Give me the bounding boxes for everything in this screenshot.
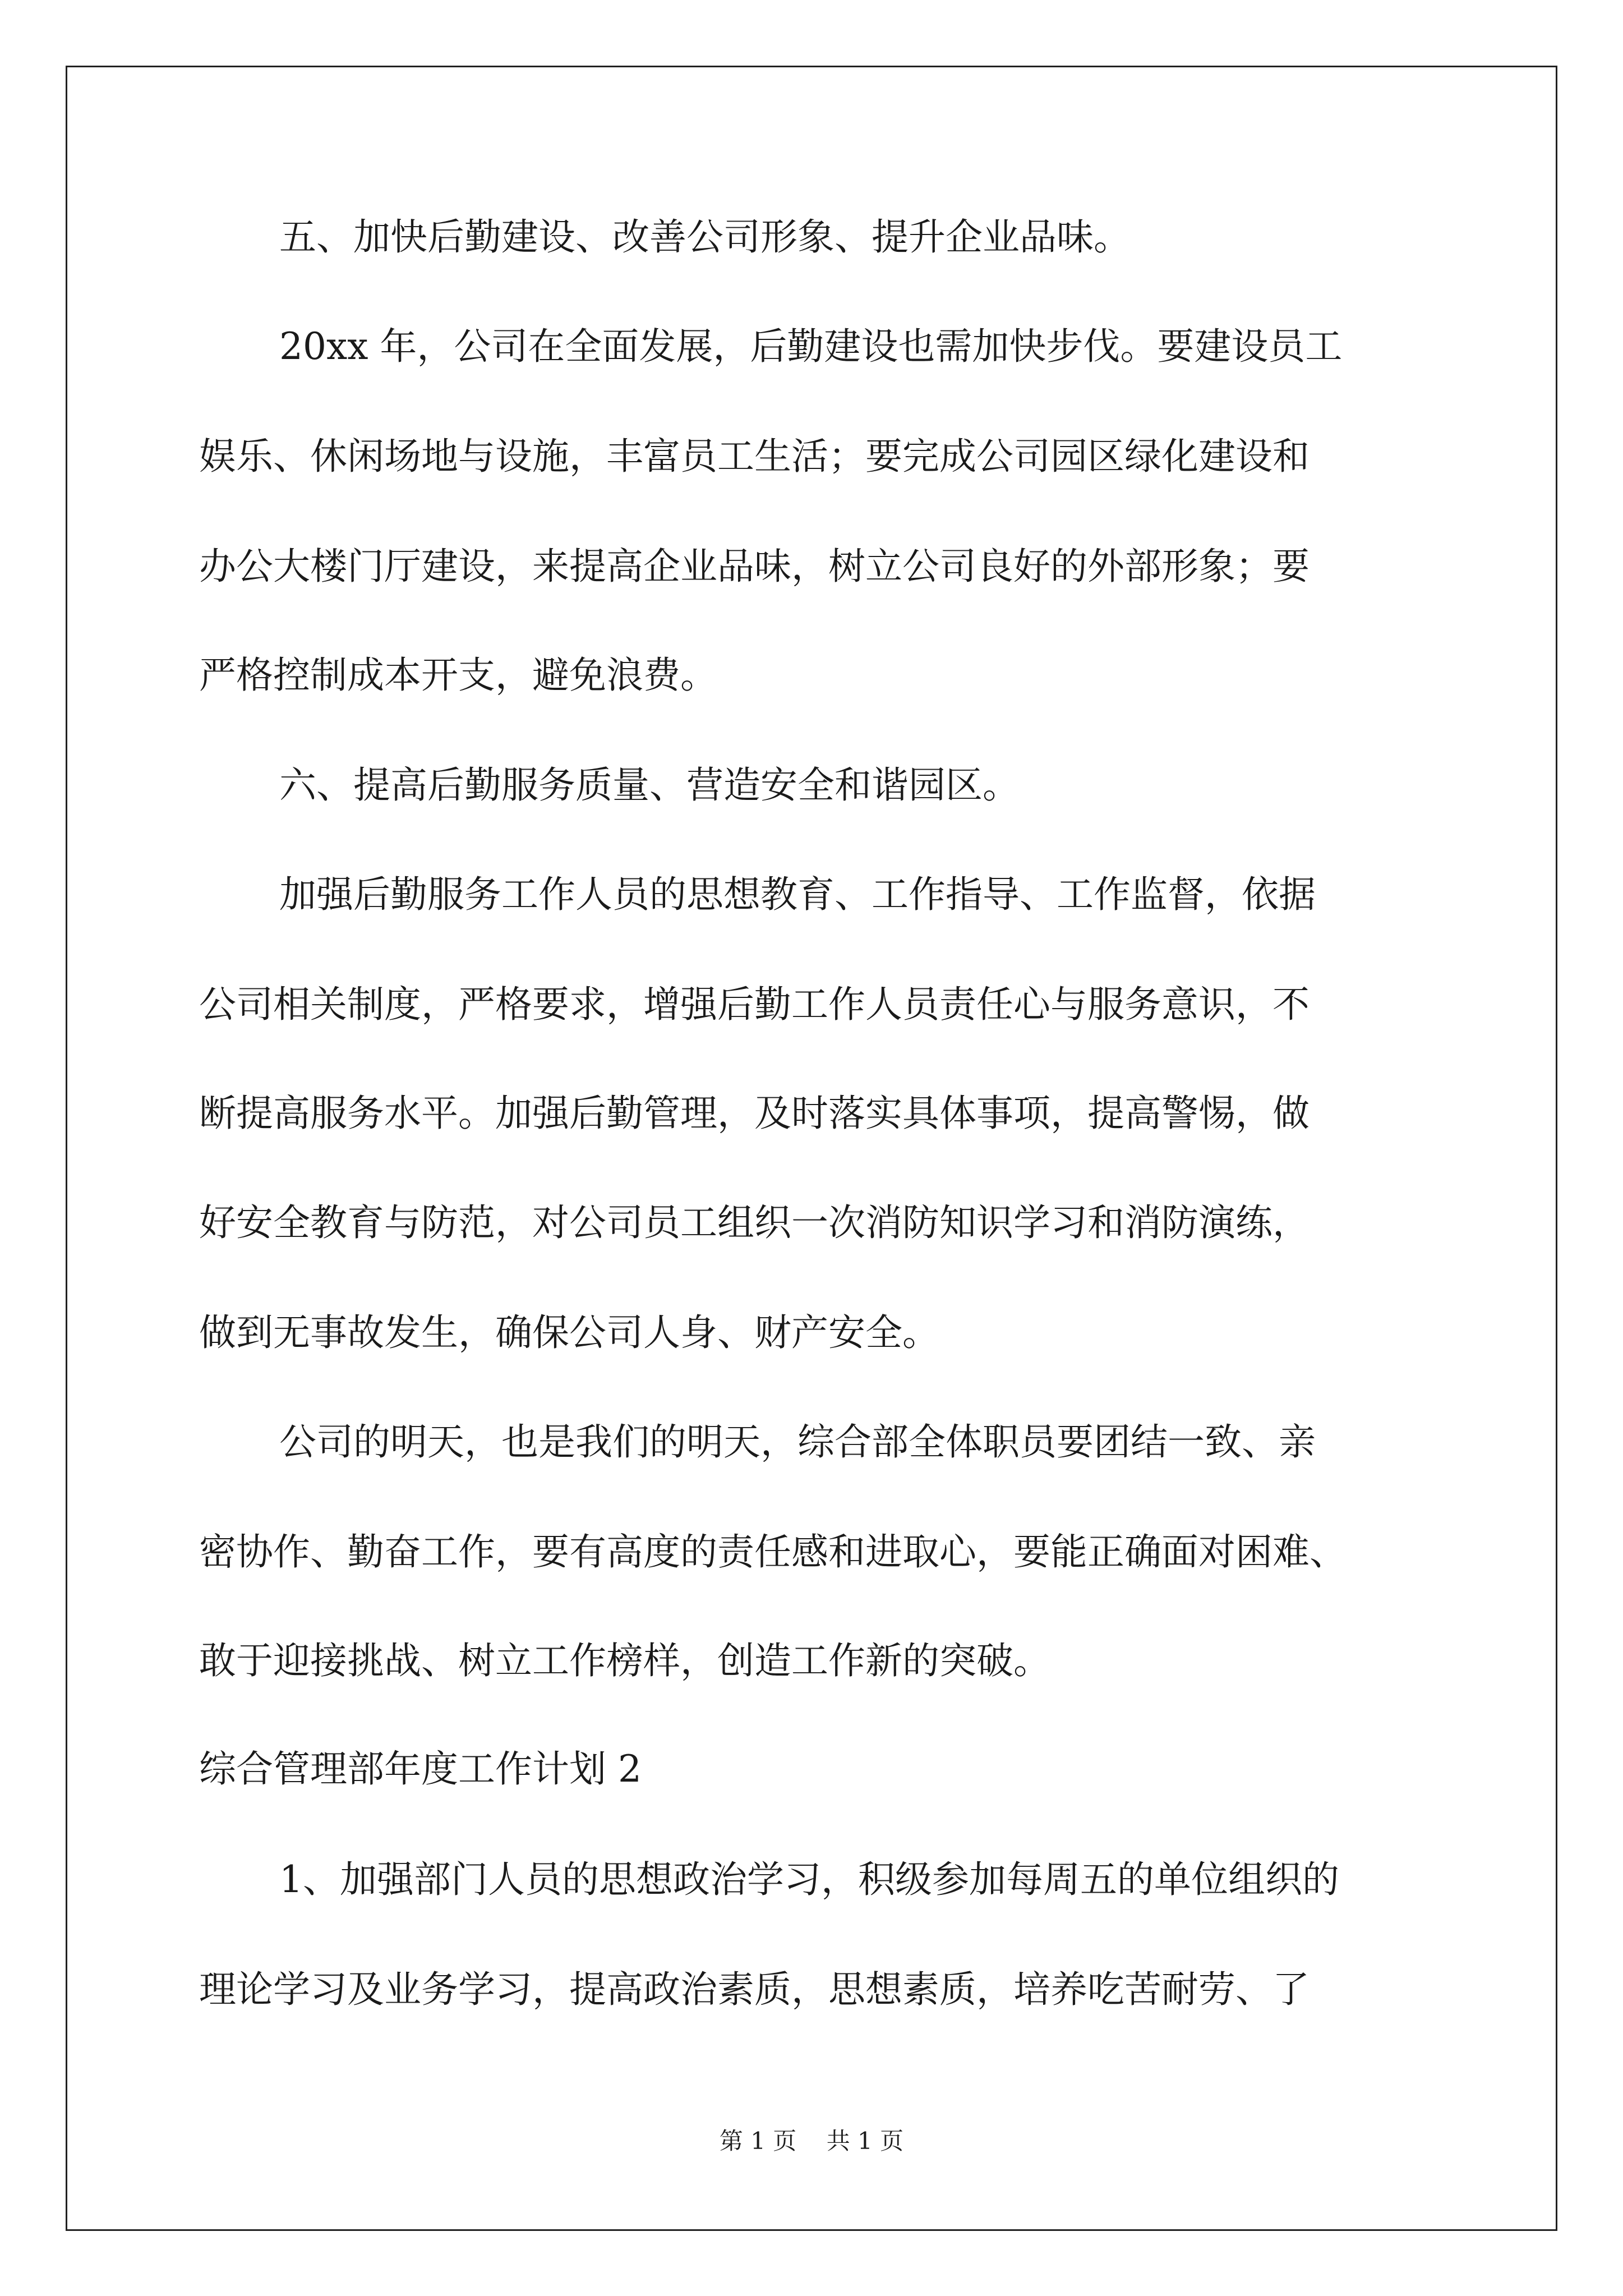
page-number-footer: 第 1 页 共 1 页 — [719, 2127, 904, 2155]
section-heading-five: 五、加快后勤建设、改善公司形象、提升企业品味。 — [279, 215, 1131, 259]
paragraph-line: 理论学习及业务学习，提高政治素质，思想素质，培养吃苦耐劳、了 — [199, 1968, 1310, 2011]
paragraph-line: 娱乐、休闲场地与设施，丰富员工生活；要完成公司园区绿化建设和 — [199, 435, 1310, 478]
paragraph-line: 严格控制成本开支，避免浪费。 — [199, 654, 717, 697]
section-heading-six: 六、提高后勤服务质量、营造安全和谐园区。 — [279, 763, 1020, 807]
document-title-plan-2: 综合管理部年度工作计划 2 — [199, 1747, 642, 1791]
paragraph-line: 1、加强部门人员的思想政治学习，积级参加每周五的单位组织的 — [279, 1858, 1339, 1901]
paragraph-line: 办公大楼门厅建设，来提高企业品味，树立公司良好的外部形象；要 — [199, 545, 1310, 588]
paragraph-line: 公司相关制度，严格要求，增强后勤工作人员责任心与服务意识，不 — [199, 983, 1310, 1026]
page-border — [66, 66, 1557, 2231]
paragraph-line: 密协作、勤奋工作，要有高度的责任感和进取心，要能正确面对困难、 — [199, 1530, 1347, 1573]
paragraph-line: 好安全教育与防范，对公司员工组织一次消防知识学习和消防演练， — [199, 1201, 1310, 1244]
paragraph-line: 公司的明天，也是我们的明天，综合部全体职员要团结一致、亲 — [279, 1420, 1316, 1464]
paragraph-line: 20xx 年，公司在全面发展，后勤建设也需加快步伐。要建设员工 — [279, 325, 1343, 368]
paragraph-line: 断提高服务水平。加强后勤管理，及时落实具体事项，提高警惕，做 — [199, 1092, 1310, 1135]
paragraph-line: 做到无事故发生，确保公司人身、财产安全。 — [199, 1311, 939, 1354]
paragraph-line: 加强后勤服务工作人员的思想教育、工作指导、工作监督，依据 — [279, 873, 1316, 916]
paragraph-line: 敢于迎接挑战、树立工作榜样，创造工作新的突破。 — [199, 1639, 1050, 1682]
